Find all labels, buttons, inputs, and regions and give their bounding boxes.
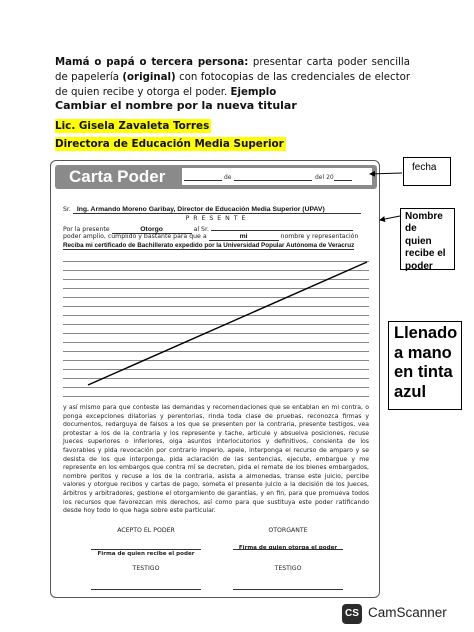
- mi-value: mi: [209, 233, 279, 241]
- al-sr-label: al Sr.: [193, 226, 209, 233]
- sr-label: Sr.: [63, 206, 71, 213]
- note-nombre-line-4: recibe el: [405, 248, 446, 260]
- date-de-label: de: [224, 174, 232, 181]
- note-nombre-line-2: de: [405, 223, 417, 235]
- note-llenado-line-2: a mano: [394, 343, 452, 362]
- legal-text: y así mismo para que conteste las demandas y recomendaciones que se entablan en mi contra, o ponga excepciones dilatorias y perentorias, rinda toda clase de pruebas, reconozca firmas y documentos, redarguya de falsos a los que se presenten por la contraria, presente testigos, vea protestar a los de la contraria y los represente y tache, articule y absuelva posiciones, recuse Jueces superiores o inferiores, oiga asuntos interlocutorios y definitivos, consienta de los favorables y pida revocación por contrario imperio, apele, interponga el recurso de amparo y se desista de los que interponga, pida aclaración de las sentencias, ejecute, embargue y me represente en los embargos que contra mí se decreten, pida el remate de los bienes embargados, nombre peritos y recuse a los de la contraria, asista a almonedas, transe este juicio, percibe valores y otorgue recibos y cartas de pago, someta el presente juicio a la decisión de los Jueces, árbitros y arbitradores, gestione el otorgamiento de garantías, y en fin, para que promueva todos los recursos que favorezcan mis derechos, así como para que sustituya este poder ratificando desde hoy todo lo que haga sobre este particular.: [63, 404, 369, 515]
- firma-otorga-caption: Firma de quien otorga el poder: [238, 545, 338, 551]
- otorgo-value: Otorgo: [112, 226, 192, 234]
- camscanner-watermark: [342, 603, 472, 625]
- nombre-text: nombre y representación: [280, 233, 359, 240]
- intro-lead: Mamá o papá o tercera persona:: [55, 57, 249, 68]
- note-llenado-line-3: en tinta: [394, 363, 453, 381]
- reciba-text: Reciba mi certificado de Bachillerato expedido por la Universidad Popular Autónoma de Veracruz: [63, 242, 355, 249]
- intro-text-2: con fotocopias de las credenciales de elector de quien recibe y otorga el poder.: [55, 72, 411, 98]
- acepto-label: ACEPTO EL PODER: [117, 527, 175, 534]
- arrow-fecha: [370, 173, 402, 174]
- note-nombre-line-1: Nombre: [405, 211, 443, 222]
- camscanner-text: CamScanner: [368, 605, 447, 620]
- testigo-2-label: TESTIGO: [274, 565, 302, 572]
- note-llenado-line-1: Llenado: [394, 324, 458, 342]
- diagonal-strike-line: [88, 262, 367, 385]
- arrow-nombre: [380, 216, 400, 220]
- testigo-1-label: TESTIGO: [132, 565, 160, 572]
- firma-recibe-caption: Firma de quien recibe el poder: [97, 551, 195, 557]
- form-title: Carta Poder: [69, 167, 166, 186]
- highlight-title: Directora de Educación Media Superior: [55, 138, 284, 150]
- otorgante-label: OTORGANTE: [268, 527, 308, 534]
- date-del-label: del 20: [315, 174, 334, 181]
- note-nombre-line-5: poder: [405, 260, 433, 272]
- intro-original: (original): [122, 72, 176, 83]
- heading-change-name: Cambiar el nombre por la nueva titular: [55, 99, 297, 112]
- note-nombre-quien-recibe: [400, 208, 455, 270]
- note-nombre-line-3: quien: [405, 235, 432, 247]
- camscanner-logo-icon: CS: [342, 604, 362, 624]
- intro-text-1: presentar carta poder sencilla de papelería: [55, 57, 410, 83]
- por-la-presente-label: Por la presente: [63, 226, 110, 233]
- note-llenado-mano: [388, 321, 462, 410]
- note-llenado-line-4: azul: [394, 382, 427, 401]
- note-fecha: fecha: [403, 157, 451, 186]
- intro-ejemplo: Ejemplo: [230, 87, 277, 98]
- presente-row: P R E S E N T E: [185, 215, 247, 222]
- poder-text: poder amplio, cumplido y bastante para que a: [63, 233, 207, 240]
- sr-value: Ing. Armando Moreno Garibay, Director de Educación Media Superior (UPAV): [73, 206, 361, 214]
- highlight-name: Lic. Gisela Zavaleta Torres: [55, 120, 210, 132]
